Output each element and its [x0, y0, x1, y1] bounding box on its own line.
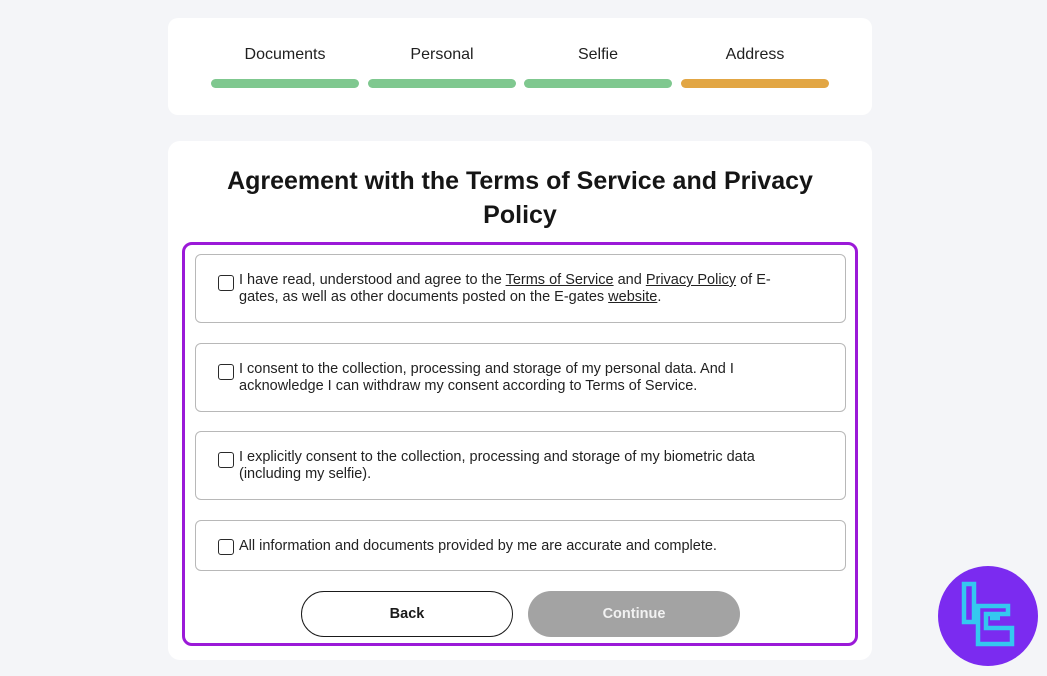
accuracy-checkbox[interactable]	[218, 539, 234, 555]
step-label: Documents	[244, 46, 326, 63]
step-progress-bar	[524, 79, 672, 88]
step-selfie	[524, 46, 672, 88]
agreement-text: I consent to the collection, processing and storage of my personal data. And I acknowledge I can withdraw my consent according to Terms of Service.	[239, 361, 734, 394]
page-title: Agreement with the Terms of Service and Privacy Policy	[227, 167, 813, 229]
text-segment: .	[657, 289, 662, 305]
agreement-item-biometric[interactable]	[195, 431, 846, 500]
terms-of-service-link[interactable]: Terms of Service	[505, 272, 614, 288]
step-progress-bar	[681, 79, 829, 88]
agreement-text: I explicitly consent to the collection, processing and storage of my biometric data (including my selfie).	[239, 449, 755, 482]
terms-checkbox[interactable]	[218, 275, 234, 291]
step-documents	[211, 46, 359, 88]
tradingfinder-logo-icon	[938, 566, 1038, 666]
continue-button[interactable]: Continue	[528, 591, 740, 637]
step-label: Address	[725, 46, 785, 63]
text-segment: of E-gates, as well as other documents posted on the E-gates	[239, 272, 771, 305]
biometric-checkbox[interactable]	[218, 452, 234, 468]
agreement-item-terms[interactable]	[195, 254, 846, 323]
agreement-item-personal-data[interactable]	[195, 343, 846, 412]
back-button[interactable]: Back	[301, 591, 513, 637]
agreement-text	[239, 272, 809, 306]
step-progress-bar	[211, 79, 359, 88]
step-label: Personal	[410, 46, 474, 63]
agreement-text: All information and documents provided by me are accurate and complete.	[239, 538, 717, 554]
personal-data-checkbox[interactable]	[218, 364, 234, 380]
agreement-item-accuracy[interactable]	[195, 520, 846, 571]
text-segment: and	[613, 272, 646, 288]
privacy-policy-link[interactable]: Privacy Policy	[645, 272, 737, 288]
step-progress-bar	[368, 79, 516, 88]
agreement-card	[168, 141, 872, 660]
step-personal	[368, 46, 516, 88]
progress-stepper	[168, 18, 872, 115]
logo-glyph-icon	[938, 566, 1038, 666]
step-label: Selfie	[577, 46, 619, 63]
step-address	[681, 46, 829, 88]
text-segment: I have read, understood and agree to the	[239, 272, 506, 288]
website-link[interactable]: website	[608, 289, 658, 305]
